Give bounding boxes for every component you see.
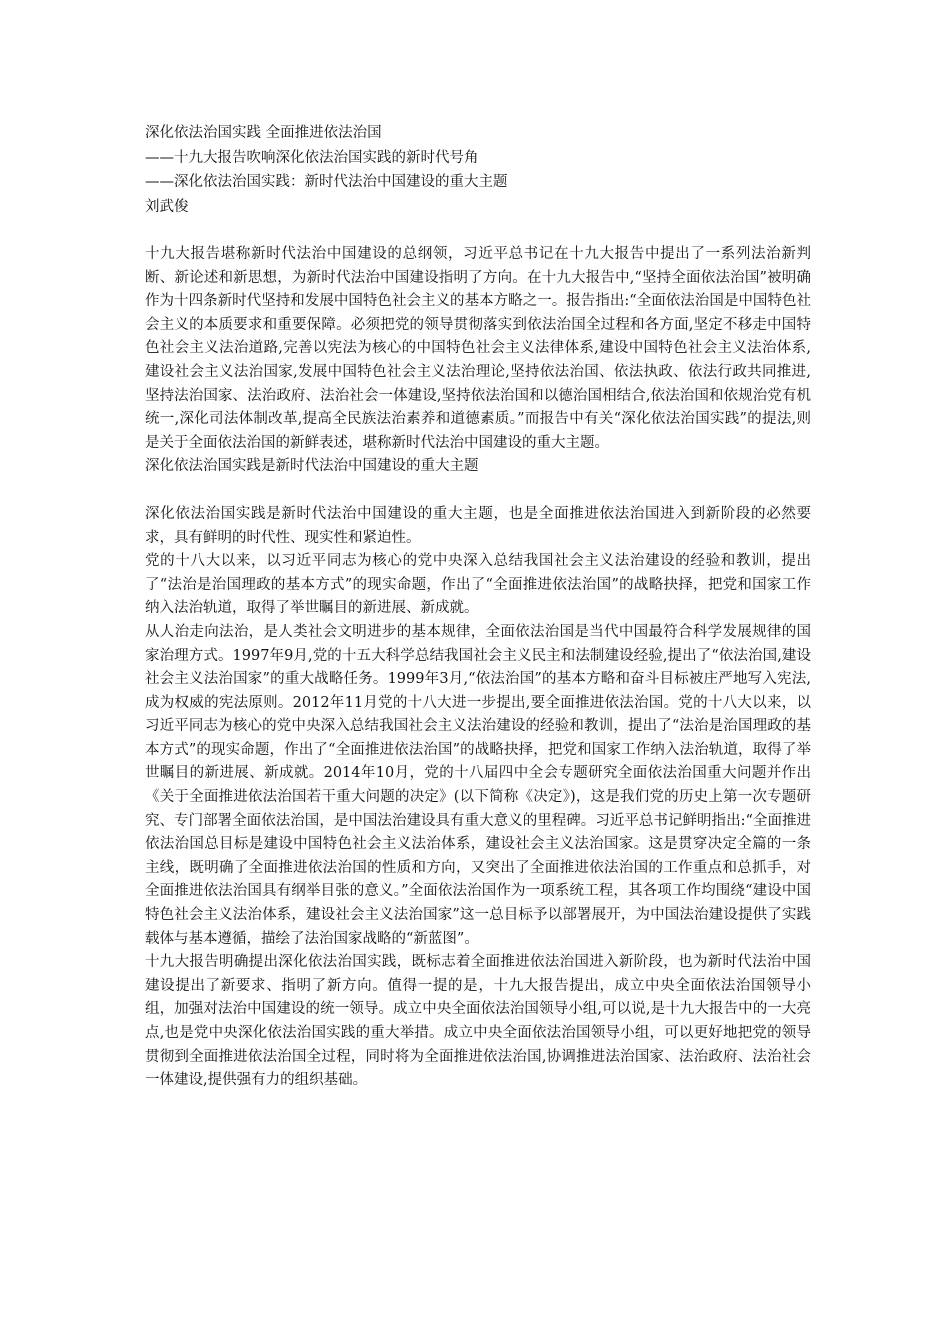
document-subtitle-1: ——十九大报告吹响深化依法治国实践的新时代号角 [145, 149, 479, 166]
paragraph-2: 深化依法治国实践是新时代法治中国建设的重大主题，也是全面推进依法治国进入到新阶段的必然要求，具有鲜明的时代性、现实性和紧迫性。 [145, 505, 811, 546]
paragraph-3: 党的十八大以来，以习近平同志为核心的党中央深入总结我国社会主义法治建设的经验和教训，提出了“法治是治国理政的基本方式”的现实命题，作出了“全面推进依法治国”的战略抉择，把党和国家工作纳入法治轨道，取得了举世瞩目的新进展、新成就。 [145, 553, 811, 617]
blank-line [145, 219, 811, 243]
document-page [145, 121, 811, 1093]
document-author: 刘武俊 [145, 198, 189, 215]
blank-line [145, 479, 811, 503]
document-title: 深化依法治国实践 全面推进依法治国 [145, 125, 382, 141]
paragraph-5: 十九大报告明确提出深化依法治国实践，既标志着全面推进依法治国进入新阶段，也为新时代法治中国建设提出了新要求、指明了新方向。值得一提的是，十九大报告提出，成立中央全面依法治国领导小组，加强对法治中国建设的统一领导。成立中央全面依法治国领导小组,可以说,是十九大报告中的一大亮点,也是党中央深化依法治国实践的重大举措。成立中央全面依法治国领导小组，可以更好地把党的领导贯彻到全面推进依法治国全过程，同时将为全面推进依法治国,协调推进法治国家、法治政府、法治社会一体建设,提供强有力的组织基础。 [145, 954, 811, 1089]
paragraph-intro: 十九大报告堪称新时代法治中国建设的总纲领，习近平总书记在十九大报告中提出了一系列法治新判断、新论述和新思想，为新时代法治中国建设指明了方向。在十九大报告中,“坚持全面依法治国”被明确作为十四条新时代坚持和发展中国特色社会主义的基本方略之一。报告指出:“全面依法治国是中国特色社会主义的本质要求和重要保障。必须把党的领导贯彻落实到依法治国全过程和各方面,坚定不移走中国特色社会主义法治道路,完善以宪法为核心的中国特色社会主义法律体系,建设中国特色社会主义法治体系,建设社会主义法治国家,发展中国特色社会主义法治理论,坚持依法治国、依法执政、依法行政共同推进,坚持法治国家、法治政府、法治社会一体建设,坚持依法治国和以德治国相结合,依法治国和依规治党有机统一,深化司法体制改革,提高全民族法治素养和道德素质。”而报告中有关“深化依法治国实践”的提法,则是关于全面依法治国的新鲜表述，堪称新时代法治中国建设的重大主题。 [145, 246, 811, 451]
section-heading: 深化依法治国实践是新时代法治中国建设的重大主题 [145, 458, 479, 475]
paragraph-4: 从人治走向法治，是人类社会文明进步的基本规律，全面依法治国是当代中国最符合科学发展规律的国家治理方式。1997年9月,党的十五大科学总结我国社会主义民主和法制建设经验,提出了“依法治国,建设社会主义法治国家”的重大战略任务。1999年3月,“依法治国”的基本方略和奋斗目标被庄严地写入宪法,成为权威的宪法原则。2012年11月党的十八大进一步提出,要全面推进依法治国。党的十八大以来，以习近平同志为核心的党中央深入总结我国社会主义法治建设的经验和教训，提出了“法治是治国理政的基本方式”的现实命题，作出了“全面推进依法治国”的战略抉择，把党和国家工作纳入法治轨道，取得了举世瞩目的新进展、新成就。2014年10月，党的十八届四中全会专题研究全面依法治国重大问题并作出《关于全面推进依法治国若干重大问题的决定》(以下简称《决定》)，这是我们党的历史上第一次专题研究、专门部署全面依法治国，是中国法治建设具有重大意义的里程碑。习近平总书记鲜明指出:“全面推进依法治国总目标是建设中国特色社会主义法治体系，建设社会主义法治国家。这是贯穿决定全篇的一条主线，既明确了全面推进依法治国的性质和方向，又突出了全面推进依法治国的工作重点和总抓手，对全面推进依法治国具有纲举目张的意义。”全面依法治国作为一项系统工程，其各项工作均围绕“建设中国特色社会主义法治体系，建设社会主义法治国家”这一总目标予以部署展开，为中国法治建设提供了实践载体与基本遵循，描绘了法治国家战略的“新蓝图”。 [145, 623, 811, 947]
document-subtitle-2: ——深化依法治国实践：新时代法治中国建设的重大主题 [145, 174, 508, 190]
